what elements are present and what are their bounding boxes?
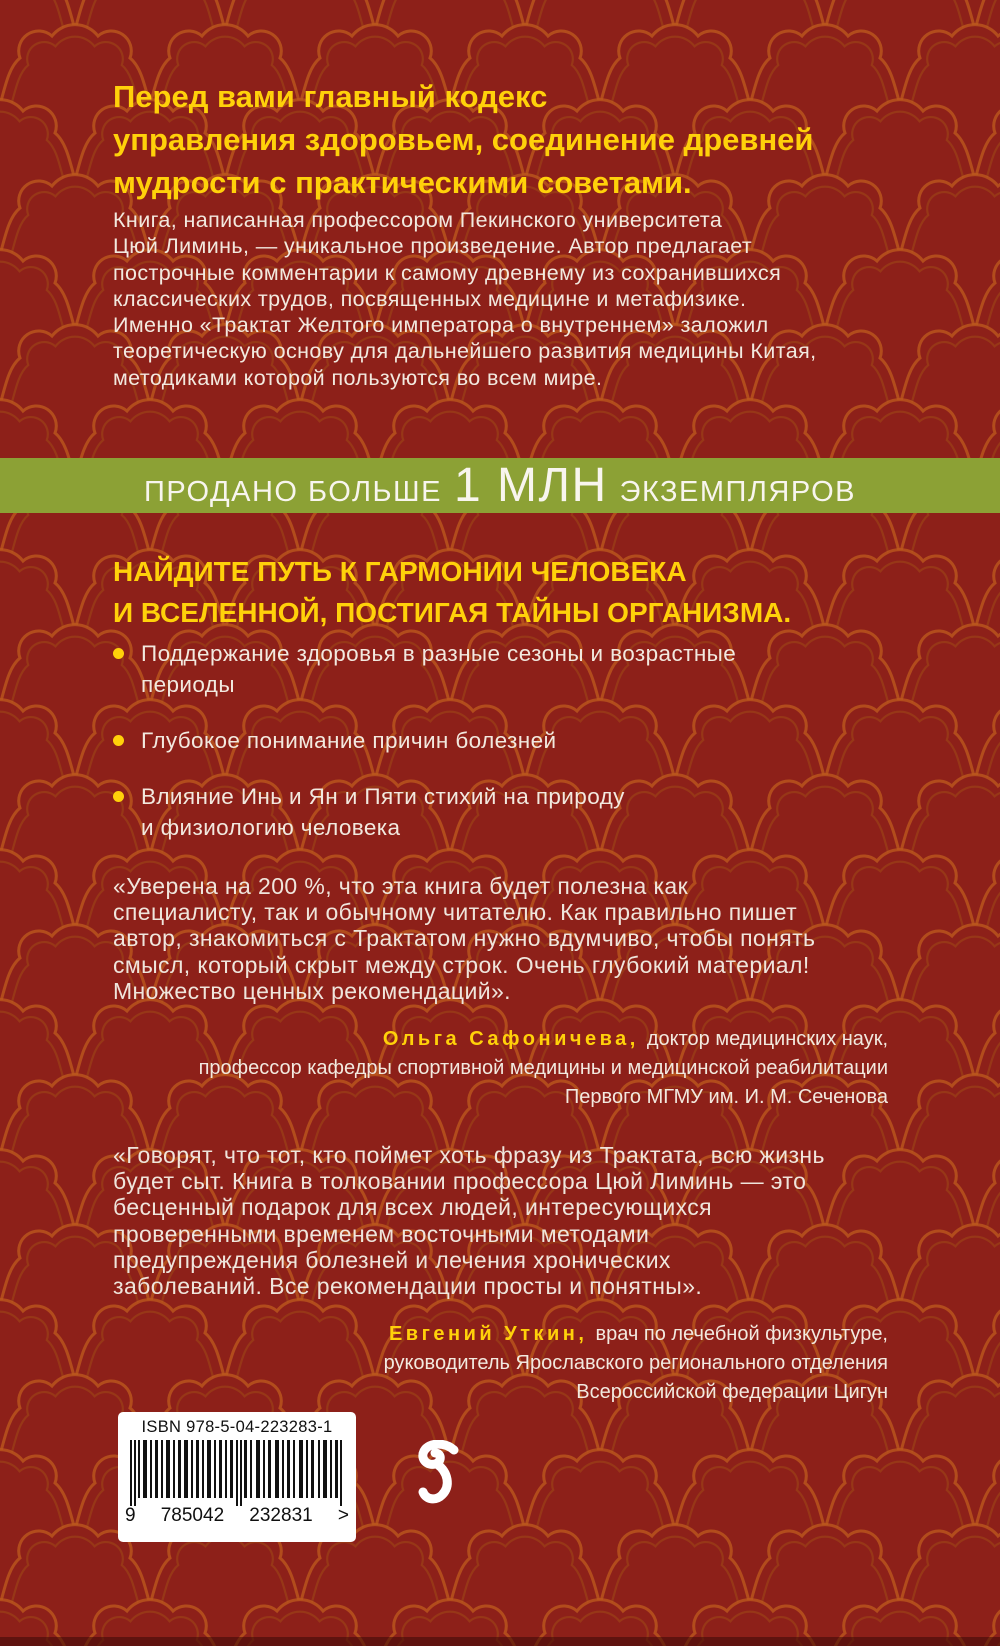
barcode-bars — [130, 1440, 344, 1506]
bullet-dot-icon — [113, 735, 124, 746]
subheadline-line: И ВСЕЛЕННОЙ, ПОСТИГАЯ ТАЙНЫ ОРГАНИЗМА. — [113, 597, 792, 628]
barcode-digit-group2: 232831 — [249, 1505, 313, 1526]
sold-banner — [0, 458, 1000, 513]
barcode-digits — [118, 1505, 356, 1527]
intro-paragraph — [113, 207, 817, 391]
attribution-line: профессор кафедры спортивной медицины и медицинской реабилитации — [198, 1057, 888, 1079]
intro-line: теоретическую основу для дальнейшего развития медицины Китая, — [113, 339, 817, 364]
quote-line: Множество ценных рекомендаций». — [113, 977, 511, 1004]
cover-bottom-edge — [0, 1637, 1000, 1646]
bullet-line: Влияние Инь и Ян и Пяти стихий на природу — [141, 784, 625, 809]
quote-line: бесценный подарок для всех людей, интересующихся — [113, 1194, 713, 1221]
quote-line: смысл, который скрыт между строк. Очень глубокий материал! — [113, 951, 810, 978]
intro-line: методиками которой пользуются во всем мире. — [113, 365, 603, 390]
sub-headline — [113, 551, 791, 633]
quote-line: будет сыт. Книга в толковании профессора Цюй Лиминь — это — [113, 1168, 807, 1195]
reviewer-role: доктор медицинских наук, — [646, 1028, 888, 1050]
bullet-dot-icon — [113, 791, 124, 802]
quote-line: «Уверена на 200 %, что эта книга будет полезна как — [113, 873, 689, 899]
attribution-line: руководитель Ярославского регионального отделения — [383, 1352, 888, 1374]
attribution-name-line — [113, 1320, 888, 1349]
barcode-digit-group1: 785042 — [160, 1505, 225, 1526]
banner-highlight: 1 МЛН — [453, 459, 608, 512]
list-item — [113, 725, 736, 756]
list-item — [113, 638, 736, 700]
quote-line: заболеваний. Все рекомендации просты и понятны». — [113, 1273, 703, 1300]
intro-line: построчные комментарии к самому древнему из сохранившихся — [113, 260, 782, 285]
bullet-line: периоды — [141, 672, 235, 697]
review-attribution-2 — [113, 1320, 888, 1407]
intro-line: Именно «Трактат Желтого императора о внутреннем» заложил — [113, 313, 769, 338]
feature-list — [113, 638, 736, 868]
isbn-text: ISBN 978-5-04-223283-1 — [141, 1418, 333, 1436]
headline-line: Перед вами главный кодекс — [113, 79, 548, 114]
headline-line: мудрости с практическими советами. — [113, 165, 692, 200]
quote-line: специалисту, так и обычному читателю. Как правильно пишет — [113, 899, 798, 926]
barcode-block — [118, 1412, 356, 1542]
banner-prefix: ПРОДАНО БОЛЬШЕ — [144, 476, 442, 508]
barcode-arrow: > — [337, 1505, 349, 1526]
list-item — [113, 781, 736, 843]
quote-line: предупреждения болезней и лечения хронических — [113, 1246, 671, 1273]
banner-suffix: ЭКЗЕМПЛЯРОВ — [619, 476, 856, 508]
attribution-name-line — [113, 1025, 888, 1054]
review-quote-1 — [113, 873, 815, 1004]
barcode-digit-left: 9 — [125, 1505, 136, 1526]
bullet-line: Поддержание здоровья в разные сезоны и возрастные — [141, 641, 737, 666]
quote-line: «Говорят, что тот, кто поймет хоть фразу из Трактата, всю жизнь — [113, 1142, 825, 1168]
intro-line: классических трудов, посвященных медицине и метафизике. — [113, 286, 747, 311]
attribution-line: Всероссийской федерации Цигун — [576, 1381, 888, 1403]
reviewer-role: врач по лечебной физкультуре, — [595, 1323, 888, 1345]
sold-banner-text — [144, 458, 856, 513]
attribution-line: Первого МГМУ им. И. М. Сеченова — [564, 1086, 888, 1108]
intro-line: Цюй Лиминь, — уникальное произведение. Автор предлагает — [113, 234, 753, 259]
quote-line: автор, знакомиться с Трактатом нужно вдумчиво, чтобы понять — [113, 925, 816, 952]
reviewer-name: Евгений Уткин, — [388, 1323, 588, 1345]
subheadline-line: НАЙДИТЕ ПУТЬ К ГАРМОНИИ ЧЕЛОВЕКА — [113, 556, 687, 587]
review-quote-2 — [113, 1142, 825, 1299]
main-headline — [113, 75, 813, 204]
reviewer-name: Ольга Сафоничева, — [382, 1028, 639, 1050]
eksmo-logo-icon — [414, 1440, 462, 1510]
review-attribution-1 — [113, 1025, 888, 1112]
bullet-line: Глубокое понимание причин болезней — [141, 728, 557, 753]
headline-line: управления здоровьем, соединение древней — [113, 122, 814, 157]
bullet-dot-icon — [113, 648, 124, 659]
quote-line: проверенными временем восточными методами — [113, 1220, 650, 1247]
intro-line: Книга, написанная профессором Пекинского университета — [113, 208, 723, 232]
bullet-line: и физиологию человека — [141, 815, 401, 840]
